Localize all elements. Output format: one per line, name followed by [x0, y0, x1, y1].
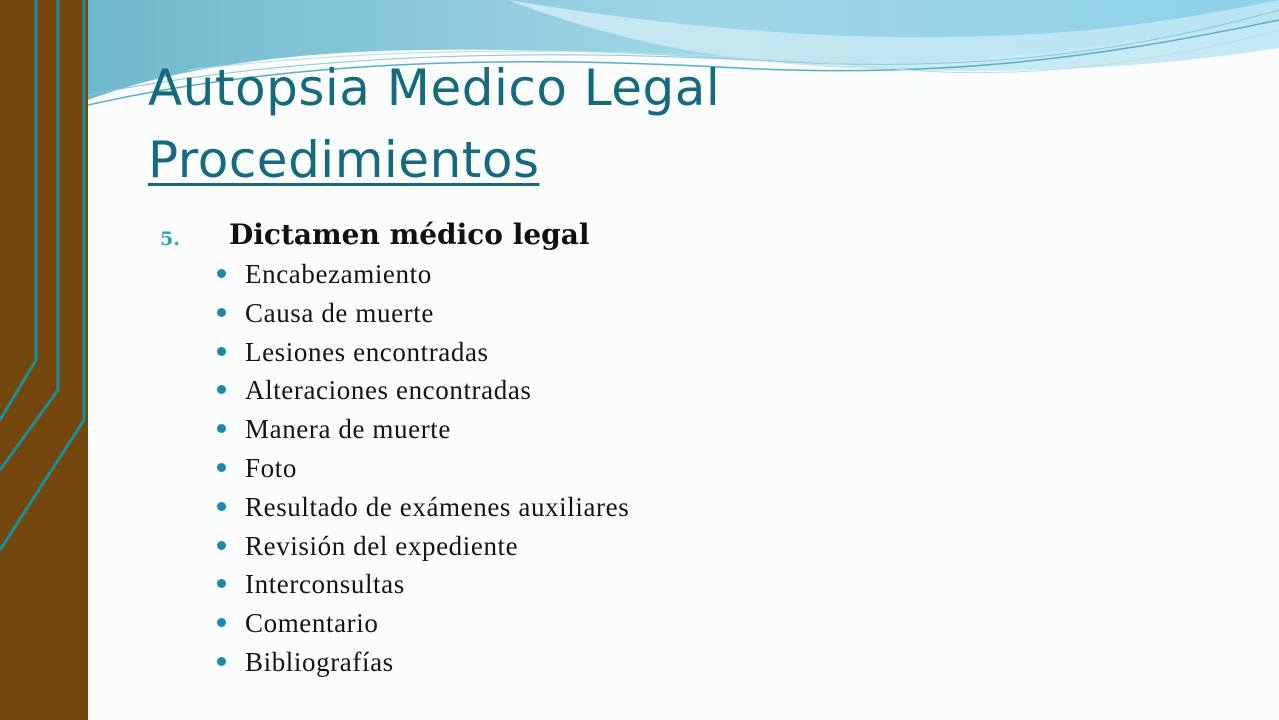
list-item-text: Manera de muerte [245, 414, 451, 445]
list-item-text: Encabezamiento [245, 259, 432, 289]
list-item-text: Alteraciones encontradas [245, 375, 532, 406]
list-item-text: Revisión del expediente [245, 530, 519, 561]
bullet-dot-icon [217, 347, 226, 356]
band-lines-graphic [0, 0, 88, 720]
bullet-dot-icon [217, 463, 226, 472]
list-item-text: Bibliografías [245, 646, 394, 677]
bullet-dot-icon [217, 424, 226, 433]
bullet-dot-icon [217, 579, 226, 588]
slide-title [148, 52, 720, 196]
bullet-dot-icon [217, 502, 226, 511]
bullet-dot-icon [217, 657, 226, 666]
list-item-text: Causa de muerte [245, 297, 434, 328]
bullet-dot-icon [217, 541, 226, 550]
left-decorative-band [0, 0, 88, 720]
list-item-text: Resultado de exámenes auxiliares [245, 491, 630, 522]
section-number: 5. [160, 228, 180, 250]
list-item-text: Foto [245, 452, 297, 483]
bullet-dot-icon [217, 618, 226, 627]
bullet-dot-icon [217, 308, 226, 317]
list-item-text: Lesiones encontradas [245, 336, 489, 367]
title-line-1: Autopsia Medico Legal [148, 59, 721, 117]
bullet-dot-icon [217, 269, 226, 278]
list-item-text: Interconsultas [245, 569, 405, 600]
list-item-text: Comentario [245, 608, 379, 639]
title-line-2: Procedimientos [148, 131, 540, 189]
section-heading: Dictamen médico legal [229, 218, 590, 251]
bullet-dot-icon [217, 385, 226, 394]
